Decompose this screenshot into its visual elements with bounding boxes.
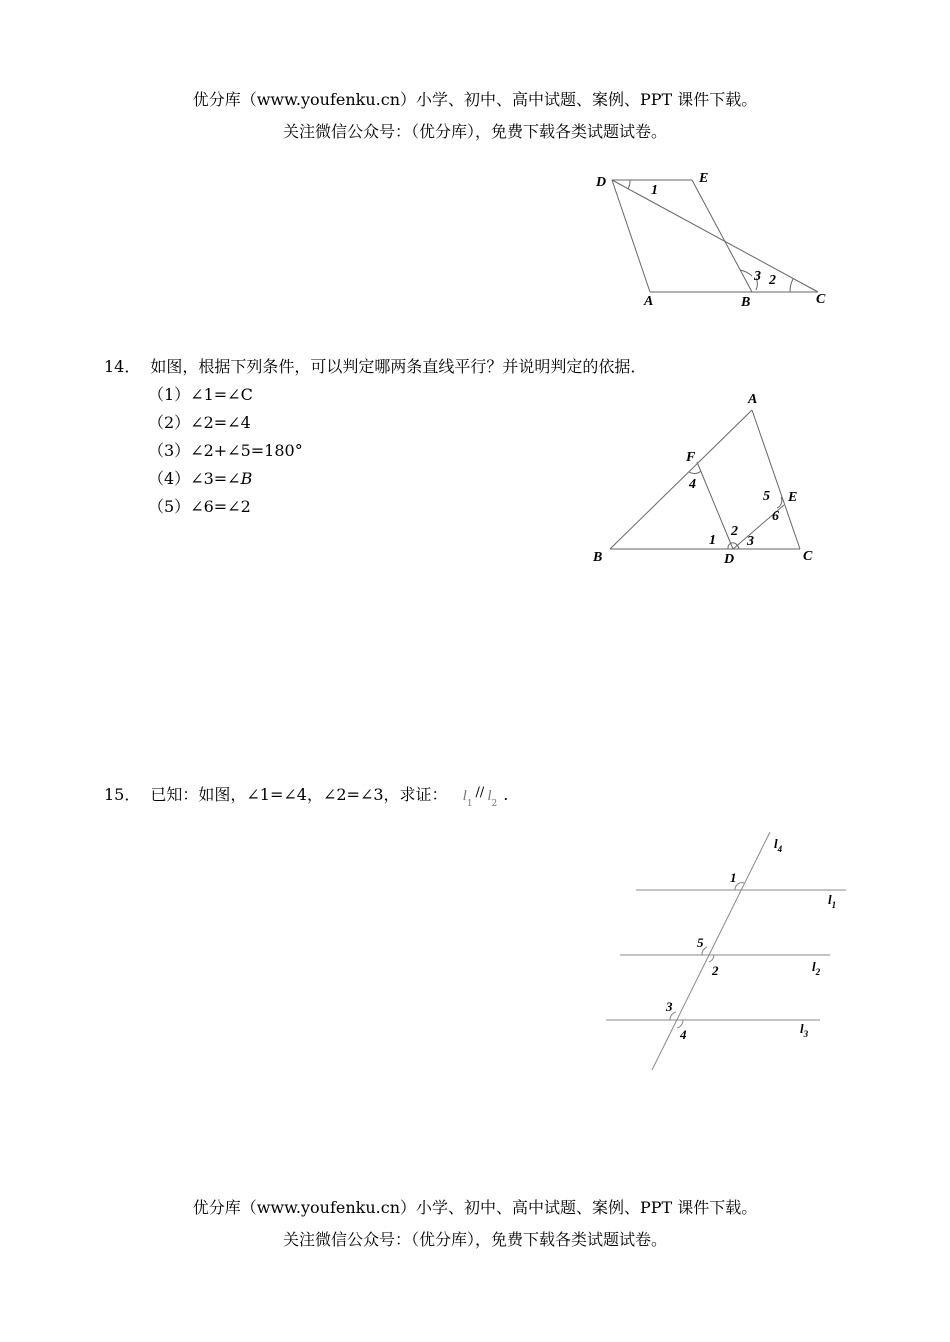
figure-15 xyxy=(600,825,855,1080)
header-line-2: 关注微信公众号：（优分库），免费下载各类试题试卷。 xyxy=(282,122,667,141)
footer-line-1: 优分库（www.youfenku.cn）小学、初中、高中试题、案例、PPT 课件下载。 xyxy=(192,1198,758,1217)
condition-4-prefix: （4） xyxy=(148,469,191,488)
label-l4: $l_4$ xyxy=(774,836,783,854)
segment-da xyxy=(612,180,650,292)
label-angle-3: 3 xyxy=(754,269,761,284)
q15-l1: l xyxy=(462,788,467,804)
angle-arc-5 xyxy=(777,497,782,508)
q15-l1-sub: 1 xyxy=(466,799,473,809)
label-E: E xyxy=(699,171,709,186)
condition-5-prefix: （5） xyxy=(148,497,191,516)
figure-13 xyxy=(585,165,845,315)
label-angle-3: 3 xyxy=(666,999,673,1014)
angle-arc-2 xyxy=(709,955,714,962)
condition-3-prefix: （3） xyxy=(148,441,191,460)
label-angle-1: 1 xyxy=(709,533,716,548)
label-A: A xyxy=(748,392,758,407)
condition-5 xyxy=(148,497,251,517)
question-15 xyxy=(104,783,508,814)
q15-parallel: // xyxy=(475,785,485,800)
condition-3 xyxy=(148,441,303,461)
angle-arc-3 xyxy=(737,545,739,549)
label-angle-4: 4 xyxy=(680,1027,687,1042)
label-angle-2: 2 xyxy=(769,273,776,288)
label-l3: $l_3$ xyxy=(800,1021,809,1039)
question-14-number: 14． xyxy=(104,357,141,376)
label-A: A xyxy=(644,294,654,309)
condition-1-expr: ∠1=∠C xyxy=(190,385,253,404)
label-angle-1: 1 xyxy=(651,183,658,198)
condition-4-expr: ∠3=∠ xyxy=(190,469,241,488)
question-15-number: 15． xyxy=(104,785,141,804)
angle-arc-4 xyxy=(689,471,701,474)
line-l4 xyxy=(652,832,770,1070)
label-angle-2: 2 xyxy=(731,524,738,539)
label-E: E xyxy=(788,490,798,505)
condition-1-prefix: （1） xyxy=(148,385,191,404)
q15-period: . xyxy=(503,785,509,804)
label-C: C xyxy=(816,292,826,307)
q15-l2-sub: 2 xyxy=(491,799,498,809)
segment-dc xyxy=(612,180,818,292)
segment-eb xyxy=(692,180,752,292)
label-D: D xyxy=(596,175,607,190)
angle-arc-2 xyxy=(731,543,737,545)
label-F: F xyxy=(686,450,696,465)
segment-ac xyxy=(752,410,800,549)
label-angle-3: 3 xyxy=(747,534,754,549)
condition-4-italic: B xyxy=(240,469,253,488)
condition-3-expr: ∠2+∠5=180° xyxy=(190,441,303,460)
label-C: C xyxy=(803,549,813,564)
question-14-text: 如图，根据下列条件，可以判定哪两条直线平行？并说明判定的依据． xyxy=(150,357,647,376)
label-l1: $l_1$ xyxy=(828,892,837,910)
label-B: B xyxy=(741,295,751,310)
label-angle-1: 1 xyxy=(730,870,737,885)
label-B: B xyxy=(593,550,603,565)
condition-5-expr: ∠6=∠2 xyxy=(190,497,251,516)
condition-2-expr: ∠2=∠4 xyxy=(190,413,251,432)
label-l2: $l_2$ xyxy=(812,959,821,977)
condition-2 xyxy=(148,413,251,433)
label-D: D xyxy=(724,552,735,567)
label-angle-6: 6 xyxy=(772,509,779,524)
q15-l2: l xyxy=(487,788,492,804)
header-line-1: 优分库（www.youfenku.cn）小学、初中、高中试题、案例、PPT 课件下载。 xyxy=(192,90,758,109)
footer-line-2: 关注微信公众号：（优分库），免费下载各类试题试卷。 xyxy=(282,1230,667,1249)
condition-4 xyxy=(148,469,252,489)
angle-arc-2 xyxy=(790,279,793,292)
question-15-text: 已知：如图，∠1=∠4，∠2=∠3，求证： xyxy=(150,785,448,804)
label-angle-5: 5 xyxy=(763,489,770,504)
question-14 xyxy=(104,357,646,377)
angle-arc-1 xyxy=(628,180,630,189)
condition-1 xyxy=(148,385,253,405)
label-angle-2: 2 xyxy=(712,963,719,978)
condition-2-prefix: （2） xyxy=(148,413,191,432)
label-angle-5: 5 xyxy=(697,935,704,950)
label-angle-4: 4 xyxy=(689,477,696,492)
figure-14 xyxy=(585,385,825,570)
